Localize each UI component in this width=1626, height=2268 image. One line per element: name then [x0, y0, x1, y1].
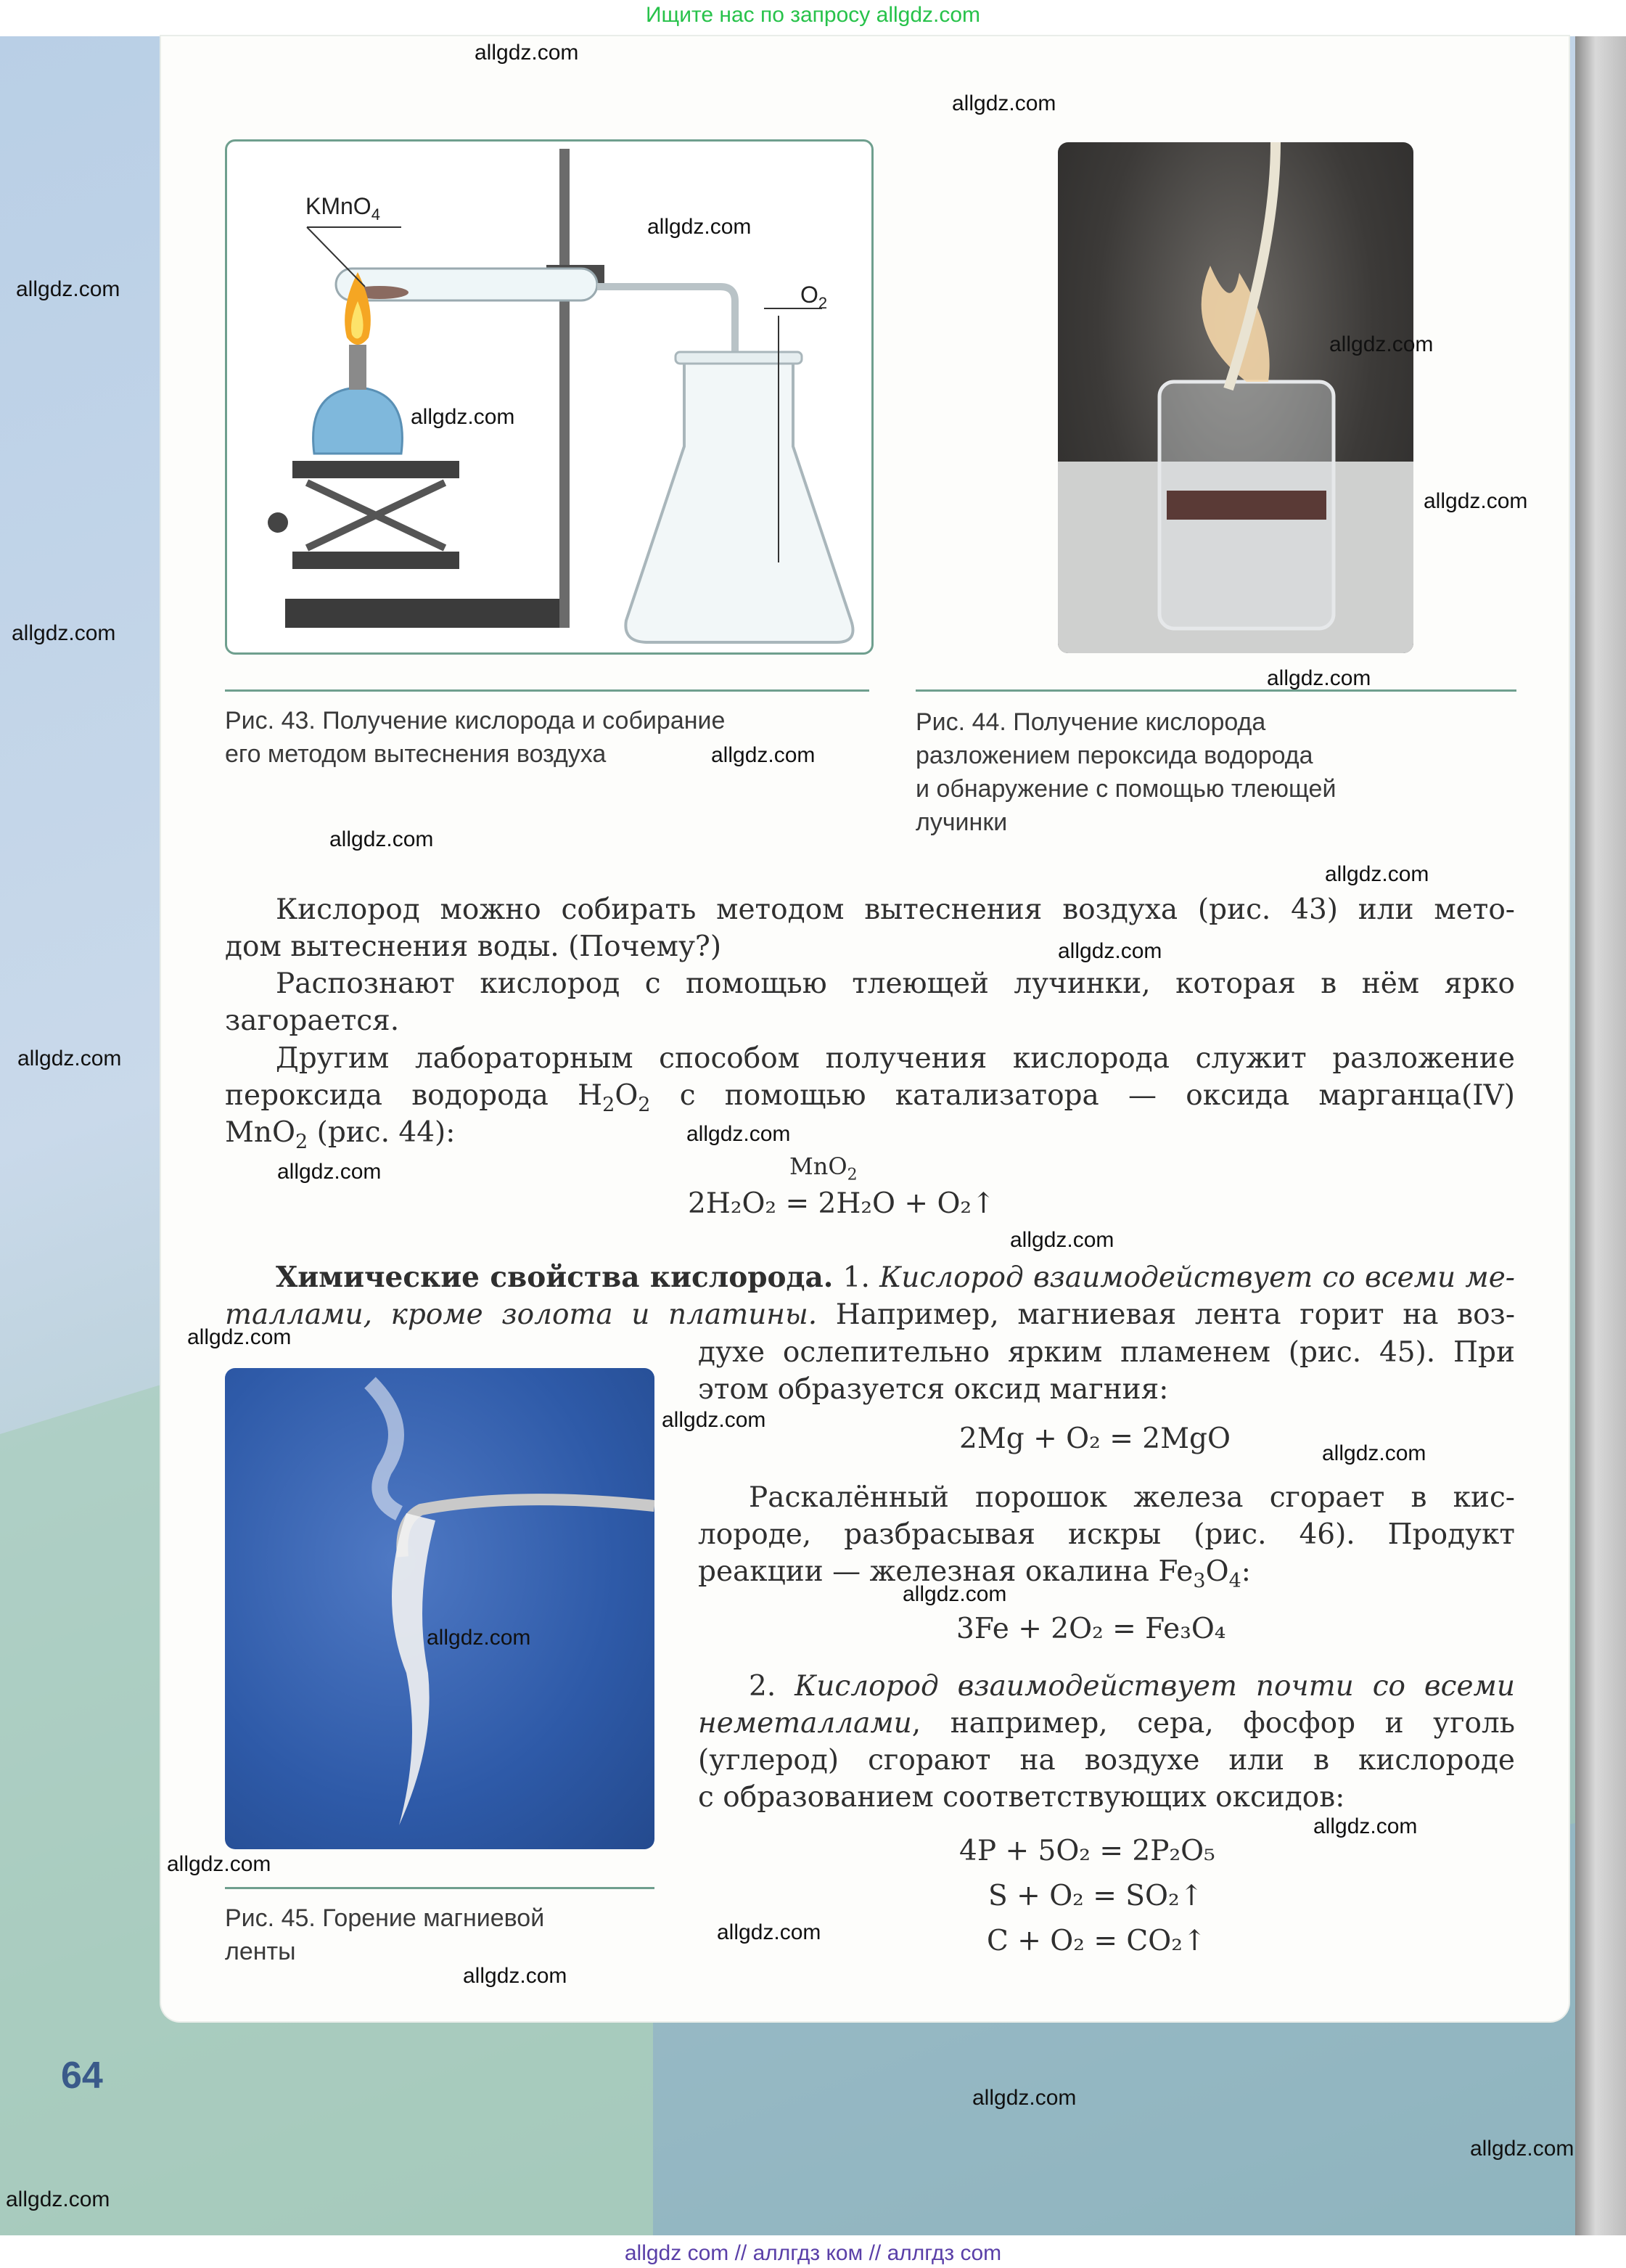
text-fragment: с помощью катализатора — оксида марганца(IV)	[650, 1079, 1515, 1112]
text-fragment: 1.	[833, 1261, 880, 1294]
text-line: этом образуется оксид магния:	[698, 1373, 1169, 1406]
watermark: allgdz.com	[1010, 1228, 1114, 1252]
equation-mg: 2Mg + O₂ = 2MgO	[959, 1422, 1231, 1455]
watermark: allgdz.com	[1424, 489, 1528, 513]
text-fragment: MnO	[225, 1116, 296, 1149]
figure-43-apparatus	[225, 139, 874, 655]
text-fragment: 2.	[749, 1670, 795, 1703]
watermark: allgdz.com	[1470, 2137, 1574, 2161]
text-fragment: Кислород взаимодействует со всеми ме-	[879, 1261, 1515, 1294]
caption-line: и обнаружение с помощью тлеющей	[916, 775, 1336, 803]
top-banner[interactable]: Ищите нас по запросу allgdz.com	[645, 3, 981, 27]
watermark: allgdz.com	[12, 621, 116, 645]
figure-45-photo	[225, 1368, 654, 1849]
watermark: allgdz.com	[711, 743, 816, 767]
text-fragment: Кислород взаимодействует почти со всеми	[794, 1670, 1515, 1703]
text-line: реакции — железная окалина $Fe_3O_4$:	[698, 1555, 1251, 1592]
figure-45-caption	[225, 1901, 544, 1968]
lab-jack-scissor	[307, 483, 445, 548]
text-fragment: неметаллами	[698, 1707, 912, 1740]
watermark: allgdz.com	[463, 1964, 567, 1988]
apparatus-illustration	[227, 142, 871, 652]
watermark: allgdz.com	[1267, 666, 1371, 690]
spirit-lamp	[313, 388, 403, 454]
conical-flask	[625, 359, 853, 642]
lab-jack-knob	[268, 512, 288, 533]
text-line: Распознают кислород с помощью тлеющей лучинки, которая в нём ярко	[276, 967, 1515, 1000]
text-line: Другим лабораторным способом получения кислорода служит разложение	[276, 1042, 1515, 1075]
watermark: allgdz.com	[6, 2187, 110, 2211]
watermark: allgdz.com	[717, 1920, 821, 1944]
text-fragment: O	[1205, 1555, 1229, 1588]
text-line	[698, 1705, 1515, 1742]
text-line: лороде, разбрасывая искры (рис. 46). Продукт	[698, 1518, 1515, 1551]
catalyst-label: MnO$_2$	[789, 1153, 858, 1184]
text-line	[225, 1296, 1515, 1333]
text-line: дом вытеснения воды. (Почему?)	[225, 930, 722, 963]
watermark: allgdz.com	[903, 1582, 1007, 1606]
equation-fe: 3Fe + 2O₂ = Fe₃O₄	[956, 1613, 1226, 1645]
caption-line: лучинки	[916, 808, 1008, 836]
watermark: allgdz.com	[411, 405, 515, 429]
caption-rule	[225, 1887, 654, 1889]
page-number: 64	[61, 2055, 103, 2097]
paragraph-lab-method	[276, 1040, 1515, 1077]
text-fragment: O	[615, 1079, 639, 1112]
caption-rule	[916, 689, 1516, 692]
lab-jack-top	[292, 461, 459, 478]
stand-rod	[559, 149, 570, 628]
watermark: allgdz.com	[16, 277, 120, 301]
watermark: allgdz.com	[427, 1626, 531, 1650]
watermark: allgdz.com	[277, 1160, 382, 1184]
watermark: allgdz.com	[1322, 1441, 1426, 1465]
text-line: с образованием соответствующих оксидов:	[698, 1781, 1345, 1814]
caption-line: Рис. 45. Горение магниевой	[225, 1904, 545, 1932]
watermark: allgdz.com	[662, 1408, 766, 1432]
watermark: allgdz.com	[972, 2086, 1077, 2110]
lamp-wick	[349, 345, 366, 390]
text-line	[276, 1259, 1515, 1296]
watermark: allgdz.com	[647, 215, 752, 239]
stand-base	[285, 599, 561, 628]
kmno4-label: KMnO$_4$	[305, 193, 380, 224]
bottom-banner[interactable]: allgdz com // аллгдз ком // аллгдз com	[624, 2241, 1002, 2265]
book-gutter	[1575, 36, 1626, 2235]
equation-s: S + O₂ = SO₂↑	[988, 1880, 1204, 1912]
text-line: Кислород можно собирать методом вытеснения воздуха (рис. 43) или мето-	[276, 893, 1515, 926]
figure-44-caption	[916, 705, 1336, 839]
equation-p: 4P + 5O₂ = 2P₂O₅	[959, 1835, 1215, 1867]
text-fragment: пероксида водорода H	[225, 1079, 603, 1112]
paragraph-recognition	[276, 965, 1515, 1002]
text-line: пероксида водорода $H_2O_2$ с помощью катализатора — оксида марганца(IV)	[225, 1079, 1515, 1116]
text-fragment: таллами, кроме золота и платины.	[225, 1298, 818, 1331]
watermark: allgdz.com	[17, 1047, 122, 1070]
caption-line: Рис. 43. Получение кислорода и собирание	[225, 707, 726, 734]
text-line: MnO$_2$ (рис. 44):	[225, 1116, 456, 1153]
text-fragment: реакции — железная окалина Fe	[698, 1555, 1194, 1588]
lab-jack-bottom	[292, 552, 459, 569]
figure-43-caption	[225, 704, 725, 771]
watermark: allgdz.com	[1329, 332, 1434, 356]
caption-line: ленты	[225, 1938, 296, 1965]
section-heading: Химические свойства кислорода.	[276, 1261, 834, 1294]
flask-neck	[676, 352, 802, 364]
text-line: духе ослепительно ярким пламенем (рис. 45). При	[698, 1336, 1515, 1369]
figure-44-photo	[1058, 142, 1413, 653]
watermark: allgdz.com	[329, 827, 434, 851]
equation-h2o2: 2H₂O₂ = 2H₂O + O₂↑	[688, 1187, 995, 1220]
liquid-layer	[1167, 491, 1326, 520]
text-line: Раскалённый порошок железа сгорает в кис-	[749, 1481, 1515, 1514]
text-fragment: , например, сера, фосфор и уголь	[911, 1707, 1515, 1740]
text-fragment: Например, магниевая лента горит на воз-	[817, 1298, 1515, 1331]
paragraph-collection	[276, 891, 1515, 928]
caption-line: разложением пероксида водорода	[916, 742, 1313, 769]
text-line: загорается.	[225, 1004, 400, 1037]
equation-c: C + O₂ = CO₂↑	[987, 1925, 1207, 1957]
text-fragment: :	[1241, 1555, 1251, 1588]
magnesium-ribbon	[402, 1499, 654, 1557]
caption-line: его методом вытеснения воздуха	[225, 740, 607, 768]
magnesium-photo	[225, 1368, 654, 1849]
watermark: allgdz.com	[1058, 939, 1162, 963]
white-smoke	[392, 1513, 435, 1825]
watermark: allgdz.com	[1325, 862, 1429, 886]
smoke-trail	[370, 1383, 399, 1513]
watermark: allgdz.com	[1313, 1814, 1418, 1838]
watermark: allgdz.com	[167, 1852, 271, 1876]
text-line	[749, 1668, 1515, 1705]
beaker-photo	[1058, 142, 1413, 653]
watermark: allgdz.com	[187, 1325, 292, 1349]
watermark: allgdz.com	[686, 1122, 791, 1146]
caption-line: Рис. 44. Получение кислорода	[916, 708, 1266, 736]
watermark: allgdz.com	[952, 91, 1056, 115]
kmno4-leader-line	[307, 227, 365, 287]
text-fragment: (рис. 44):	[308, 1116, 456, 1149]
o2-label: $O_2$	[800, 282, 828, 312]
text-line: (углерод) сгорают на воздухе или в кислороде	[698, 1744, 1515, 1777]
caption-rule	[225, 689, 869, 692]
watermark: allgdz.com	[475, 41, 579, 65]
